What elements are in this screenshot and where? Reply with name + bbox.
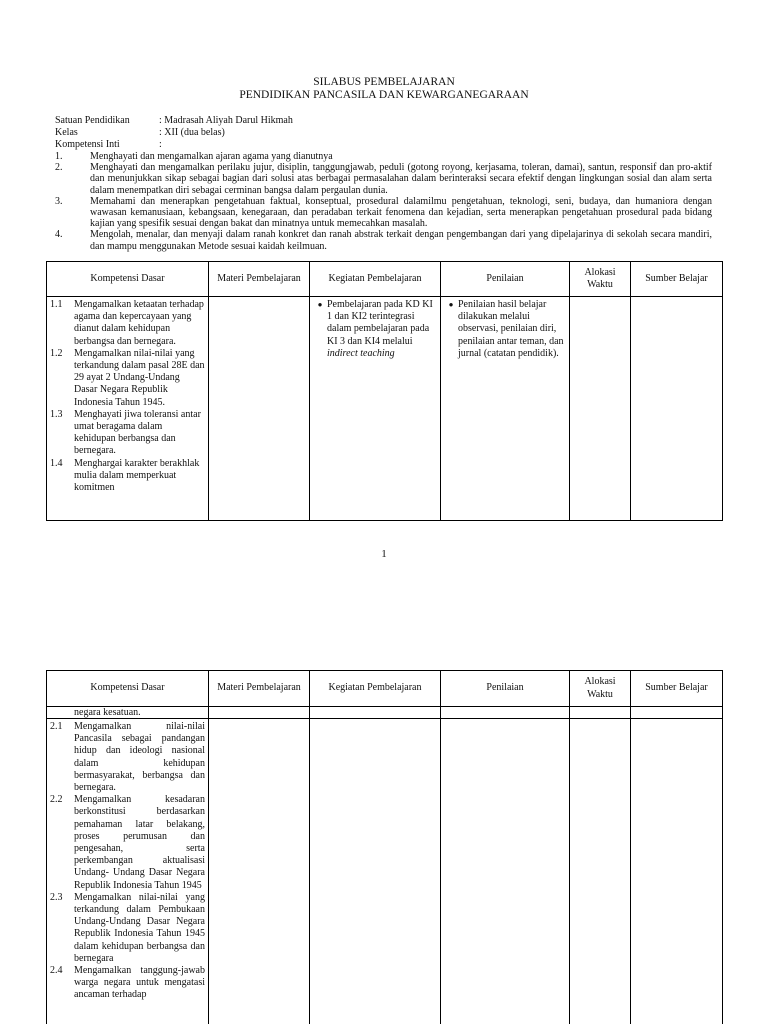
cell-kompetensi-dasar [47, 297, 209, 521]
header-sumber: Sumber Belajar [631, 671, 723, 707]
ki-item [55, 229, 712, 251]
header-penilaian: Penilaian [441, 671, 570, 707]
ki-item [55, 151, 712, 162]
kd-text: Menghayati jiwa toleransi antar umat beragama dalam kehidupan berbangsa dan bernegara. [74, 408, 201, 457]
kd-text: Mengamalkan nilai-nilai yang terkandung dalam pasal 28E dan 29 ayat 2 Undang-Undang Dasar Negara Republik Indonesia Tahun 1945. [74, 347, 205, 408]
header-alokasi: Alokasi Waktu [570, 671, 631, 707]
meta-satuan-pendidikan [55, 115, 293, 127]
kd-number: 1.3 [50, 408, 63, 420]
meta-kelas [55, 127, 225, 139]
cell-materi [209, 719, 310, 1024]
header-penilaian: Penilaian [441, 262, 570, 297]
page-number: 1 [381, 548, 387, 560]
ki-text: Menghayati dan mengamalkan ajaran agama yang dianutnya [90, 151, 333, 162]
ki-number: 4. [55, 229, 63, 241]
cell-alokasi [570, 707, 631, 719]
kd-item [50, 965, 205, 1002]
kd-item [50, 458, 205, 495]
header-alokasi: Alokasi Waktu [570, 262, 631, 297]
kegiatan-text-wrap [327, 299, 437, 360]
kd-item [50, 348, 205, 409]
kd-item [50, 299, 205, 348]
kd-number: 1.4 [50, 457, 63, 469]
header-kompetensi-dasar: Kompetensi Dasar [47, 262, 209, 297]
document-title: SILABUS PEMBELAJARAN [313, 76, 455, 88]
meta-label: Kelas [55, 127, 78, 138]
header-sumber: Sumber Belajar [631, 262, 723, 297]
kd-item [50, 892, 205, 965]
kd-text: Mengamalkan ketaatan terhadap agama dan kepercayaan yang dianut dalam kehidupan berbangsa dan bernegara. [74, 299, 204, 347]
silabus-table-page-1 [46, 261, 723, 521]
document-page-2 [0, 670, 768, 1024]
cell-sumber [631, 719, 723, 1024]
document-subtitle: PENDIDIKAN PANCASILA DAN KEWARGANEGARAAN [239, 89, 529, 101]
silabus-table-page-2 [46, 670, 723, 1024]
cell-kegiatan [310, 719, 441, 1024]
kd-text: Mengamalkan nilai-nilai yang terkandung dalam Pembukaan Undang-Undang Dasar Negara Republik Indonesia Tahun 1945 dalam kehidupan berbangsa dan bernegara [74, 891, 205, 964]
meta-value: : [159, 139, 162, 150]
meta-label: Kompetensi Inti [55, 139, 120, 150]
kegiatan-bullet-item [313, 299, 437, 360]
cell-penilaian [441, 719, 570, 1024]
kompetensi-inti-list [55, 151, 712, 252]
kd-item [50, 721, 205, 794]
meta-label: Satuan Pendidikan [55, 115, 130, 126]
kegiatan-italic: indirect teaching [327, 347, 395, 359]
bullet-icon: ● [317, 300, 323, 309]
cell-kompetensi-dasar [47, 719, 209, 1024]
ki-text: Menghayati dan mengamalkan perilaku jujur, disiplin, tanggungjawab, peduli (gotong royong, kerjasama, toleran, damai), santun, responsif dan pro-aktif dan menunjukkan sikap sebagai bagian dari solusi atas berbagai permasalahan dalam berinteraksi secara efektif dengan lingkungan sosial dan alam serta dalam menempatkan diri sebagai cerminan bangsa dalam pergaulan dunia. [90, 162, 712, 196]
table-header-row [47, 671, 723, 707]
meta-value: : Madrasah Aliyah Darul Hikmah [159, 115, 293, 126]
kd-number: 2.1 [50, 721, 63, 732]
cell-alokasi [570, 719, 631, 1024]
kegiatan-text: Pembelajaran pada KD KI 1 dan KI2 terintegrasi dalam pembelajaran pada KI 3 dan KI4 melalui [327, 299, 433, 347]
kd-text: Mengamalkan nilai-nilai Pancasila sebagai pandangan hidup dan ideologi nasional dalam kehidupan bermasyarakat, berbangsa dan bernegara. [74, 721, 205, 794]
ki-text: Memahami dan menerapkan pengetahuan faktual, konseptual, prosedural dalamilmu pengetahuan, teknologi, seni, budaya, dan humaniora dengan wawasan kemanusiaan, kebangsaan, kenegaraan, dan peradaban terkait fenomena dan kejadian, serta menerapkan pengetahuan prosedural pada bidang kajian yang spesifik sesuai dengan bakat dan minatnya untuk memecahkan masalah. [90, 195, 712, 230]
table-row [47, 719, 723, 1024]
meta-value: : XII (dua belas) [159, 127, 225, 138]
bullet-icon: ● [448, 300, 454, 309]
kd-item [50, 794, 205, 892]
kd-item [50, 409, 205, 458]
table-row-continuation [47, 707, 723, 719]
ki-item [55, 196, 712, 230]
cell-penilaian [441, 707, 570, 719]
kd-number: 2.2 [50, 794, 63, 806]
table-row [47, 297, 723, 521]
cell-materi [209, 297, 310, 521]
header-materi: Materi Pembelajaran [209, 262, 310, 297]
header-kompetensi-dasar: Kompetensi Dasar [47, 671, 209, 707]
ki-number: 1. [55, 151, 63, 162]
header-kegiatan: Kegiatan Pembelajaran [310, 262, 441, 297]
header-materi: Materi Pembelajaran [209, 671, 310, 707]
cell-sumber [631, 707, 723, 719]
header-kegiatan: Kegiatan Pembelajaran [310, 671, 441, 707]
penilaian-text: Penilaian hasil belajar dilakukan melalui observasi, penilaian diri, penilaian antar teman, dan jurnal (catatan pendidik). [458, 299, 564, 359]
cell-kegiatan [310, 707, 441, 719]
ki-text: Mengolah, menalar, dan menyaji dalam ranah konkret dan ranah abstrak terkait dengan pengembangan dari yang dipelajarinya di sekolah secara mandiri, dan mampu menggunakan Metode sesuai kaidah keilmuan. [90, 229, 712, 252]
kd-text: Menghargai karakter berakhlak mulia dalam memperkuat komitmen [74, 457, 200, 494]
cell-materi [209, 707, 310, 719]
ki-number: 3. [55, 195, 63, 207]
kd-number: 1.1 [50, 299, 63, 310]
cell-continuation: negara kesatuan. [47, 707, 209, 719]
cell-penilaian [441, 297, 570, 521]
penilaian-bullet-item [444, 299, 566, 360]
kd-number: 2.4 [50, 965, 63, 977]
kd-text: Mengamalkan kesadaran berkonstitusi berdasarkan pemahaman latar belakang, proses perumusan dan pengesahan, serta perkembangan aktualisasi Undang- Undang Dasar Negara Republik Indonesia Tahun 1945 [74, 794, 205, 891]
cell-kegiatan [310, 297, 441, 521]
kd-text: Mengamalkan tanggung-jawab warga negara untuk mengatasi ancaman terhadap [74, 965, 205, 1001]
ki-number: 2. [55, 162, 63, 174]
ki-item [55, 162, 712, 196]
kd-number: 2.3 [50, 891, 63, 903]
cell-sumber [631, 297, 723, 521]
meta-kompetensi-inti [55, 139, 162, 151]
table-header-row [47, 262, 723, 297]
cell-alokasi [570, 297, 631, 521]
kd-number: 1.2 [50, 347, 63, 359]
